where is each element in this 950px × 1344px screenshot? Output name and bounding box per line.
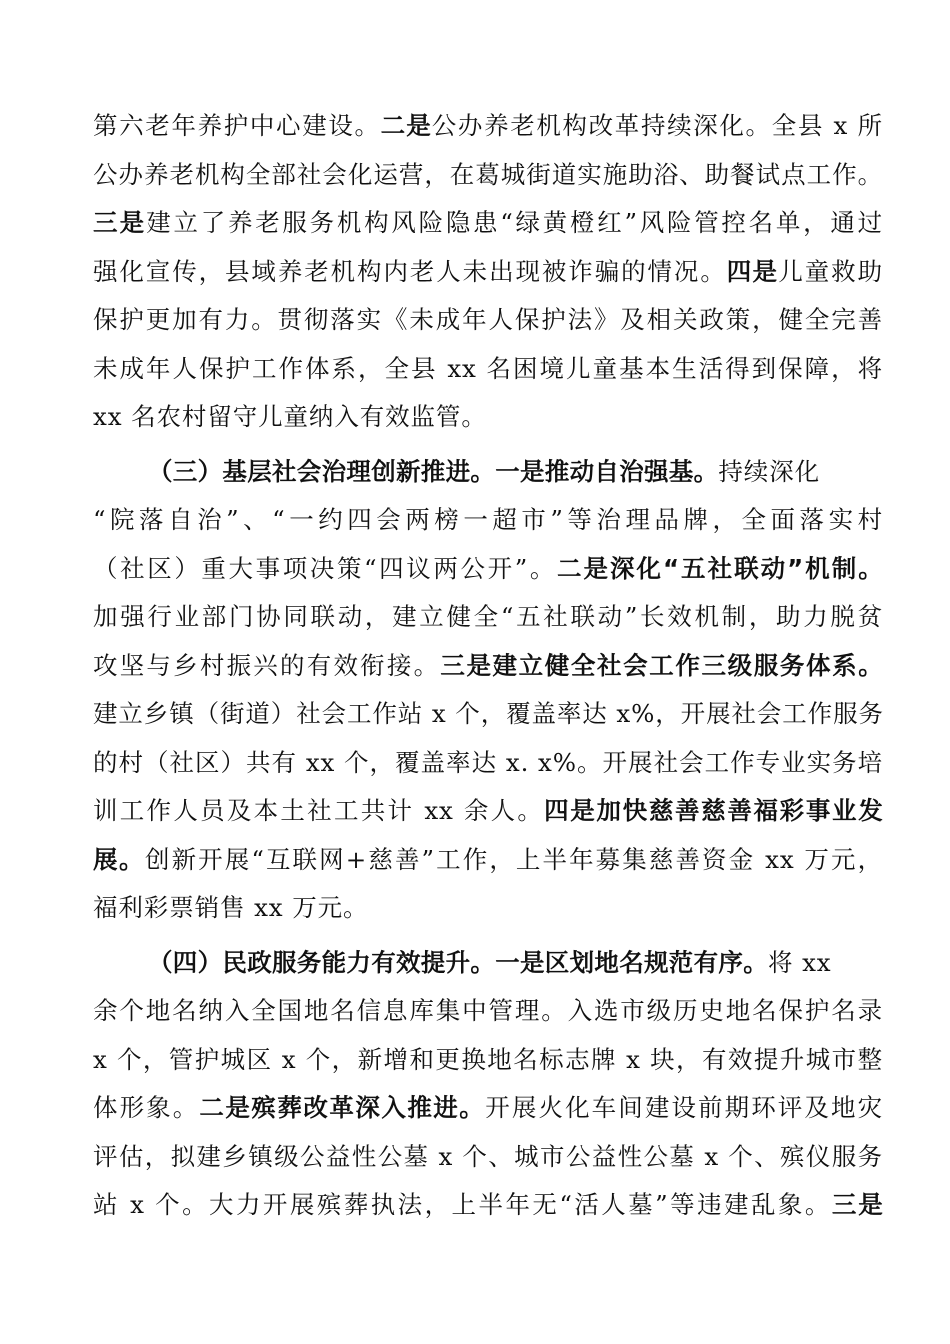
text-line: “院落自治”、“一约四会两榜一超市”等治理品牌，全面落实村 (93, 505, 883, 534)
text-line: 加强行业部门协同联动，建立健全“五社联动”长效机制，助力脱贫 (93, 602, 883, 631)
text-line: x 个，管护城区 x 个，新增和更换地名标志牌 x 块，有效提升城市整 (93, 1044, 883, 1074)
text-line: 公办养老机构全部社会化运营，在葛城街道实施助浴、助餐试点工作。 (93, 159, 883, 189)
paragraph (93, 448, 883, 933)
text-line: （社区）重大事项决策“四议两公开”。二是深化“五社联动”机制。 (93, 553, 883, 583)
text-line: 站 x 个。大力开展殡葬执法，上半年无“活人墓”等违建乱象。三是 (93, 1190, 883, 1219)
text-line: 余个地名纳入全国地名信息库集中管理。入选市级历史地名保护名录 (93, 996, 883, 1025)
text-line: 福利彩票销售 xx 万元。 (93, 893, 369, 922)
text-line: 建立乡镇（街道）社会工作站 x 个，覆盖率达 x%，开展社会工作服务 (93, 699, 884, 728)
text-line: 体形象。二是殡葬改革深入推进。开展火化车间建设前期环评及地灾 (93, 1093, 883, 1122)
paragraph (93, 939, 883, 1230)
text-line: 评估，拟建乡镇级公益性公墓 x 个、城市公益性公墓 x 个、殡仪服务 (93, 1141, 883, 1171)
text-line: （四）民政服务能力有效提升。一是区划地名规范有序。将 xx (148, 947, 832, 977)
text-line: 训工作人员及本土社工共计 xx 余人。四是加快慈善慈善福彩事业发 (93, 796, 884, 825)
text-line: （三）基层社会治理创新推进。一是推动自治强基。持续深化 (148, 456, 821, 486)
text-line: 保护更加有力。贯彻落实《未成年人保护法》及相关政策，健全完善 (93, 305, 883, 334)
text-line: xx 名农村留守儿童纳入有效监管。 (93, 402, 487, 431)
text-line: 第六老年养护中心建设。二是公办养老机构改革持续深化。全县 x 所 (93, 111, 883, 140)
text-line: 未成年人保护工作体系，全县 xx 名困境儿童基本生活得到保障，将 (93, 353, 883, 383)
paragraph (93, 102, 883, 442)
text-line: 展。创新开展“互联网+慈善”工作，上半年募集慈善资金 xx 万元， (93, 844, 883, 874)
text-line: 三是建立了养老服务机构风险隐患“绿黄橙红”风险管控名单，通过 (93, 208, 883, 237)
document-body (93, 102, 883, 1230)
text-line: 攻坚与乡村振兴的有效衔接。三是建立健全社会工作三级服务体系。 (93, 650, 883, 680)
text-line: 强化宣传，县域养老机构内老人未出现被诈骗的情况。四是儿童救助 (93, 256, 883, 286)
text-line: 的村（社区）共有 xx 个，覆盖率达 x. x%。开展社会工作专业实务培 (93, 747, 883, 777)
